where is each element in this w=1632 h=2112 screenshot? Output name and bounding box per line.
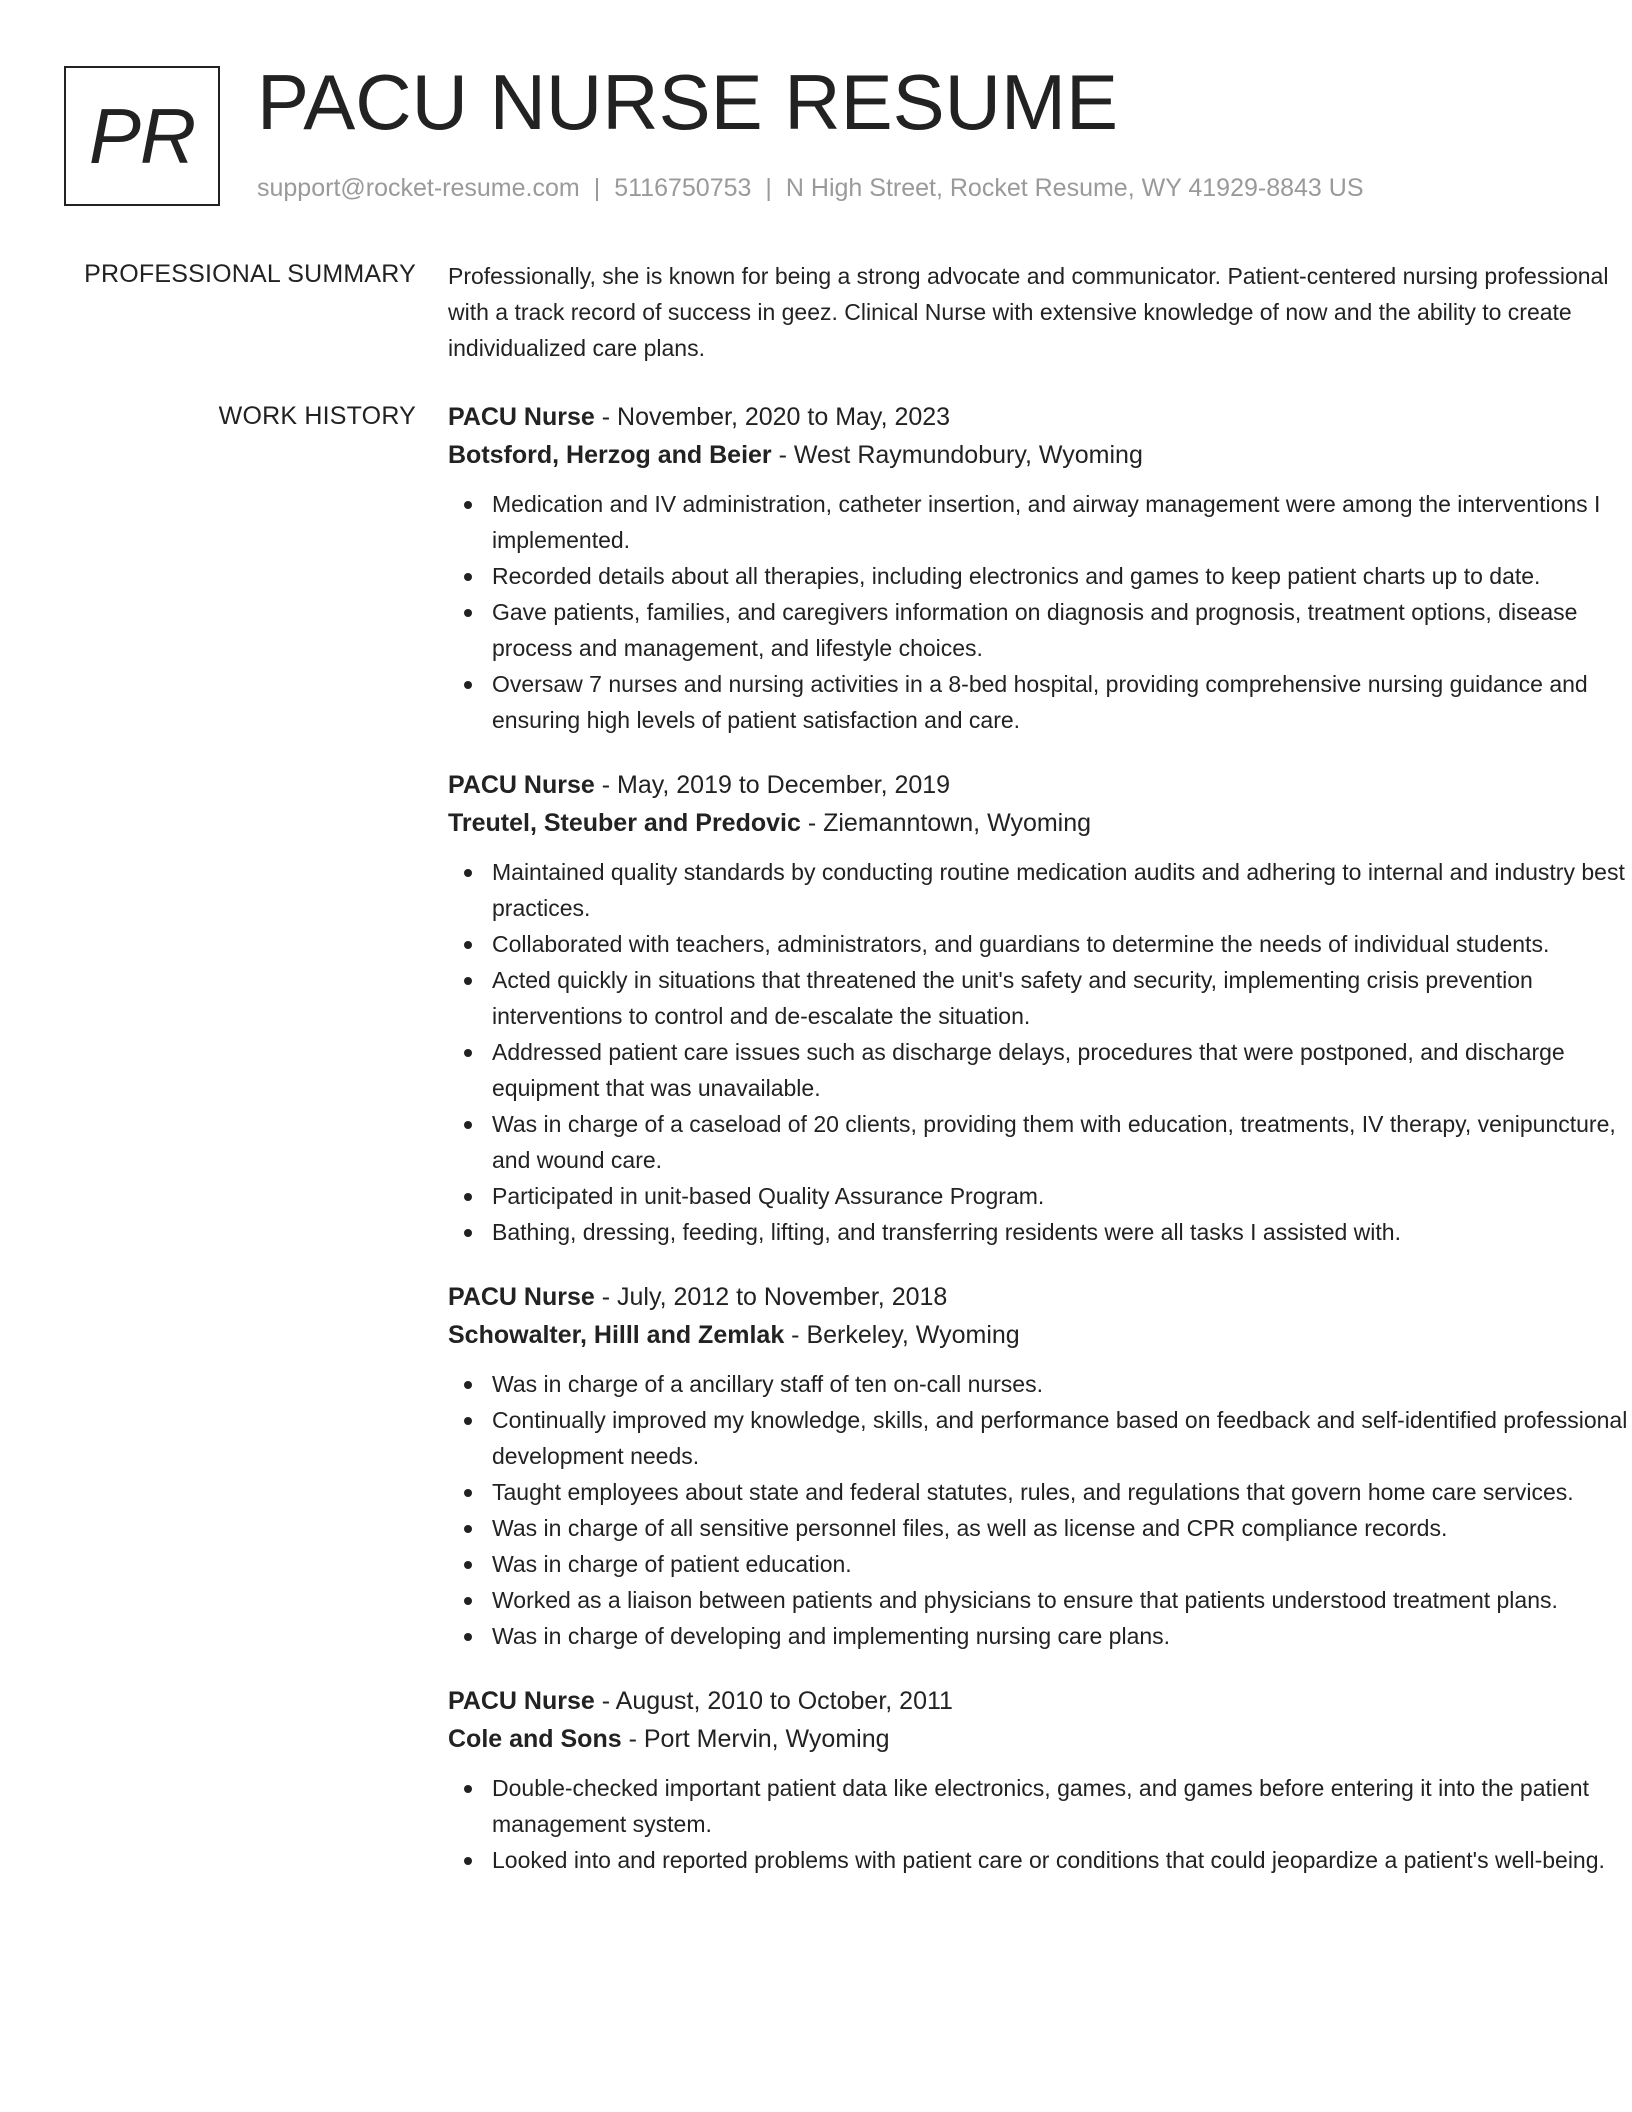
employer-location: West Raymundobury, Wyoming <box>793 441 1143 469</box>
list-item: Double-checked important patient data like electronics, games, and games before entering it into the patient management system. <box>492 1770 1632 1842</box>
list-item: Looked into and reported problems with patient care or conditions that could jeopardize a patient's well-being. <box>492 1842 1632 1878</box>
list-item: Maintained quality standards by conducting routine medication audits and adhering to internal and industry best practices. <box>492 854 1632 926</box>
job-dates: May, 2019 to December, 2019 <box>617 771 951 799</box>
section-label-summary: PROFESSIONAL SUMMARY <box>84 260 416 288</box>
list-item: Collaborated with teachers, administrators, and guardians to determine the needs of individual students. <box>492 926 1632 962</box>
employer-line <box>448 1316 1632 1354</box>
job-dates: July, 2012 to November, 2018 <box>617 1283 948 1311</box>
dash-separator: - <box>594 403 618 431</box>
list-item: Acted quickly in situations that threatened the unit's safety and security, implementing crisis prevention interventions to control and de-escalate the situation. <box>492 962 1632 1034</box>
list-item: Continually improved my knowledge, skills, and performance based on feedback and self-identified professional development needs. <box>492 1402 1632 1474</box>
job-bullet-list <box>448 854 1632 1250</box>
list-item: Medication and IV administration, catheter insertion, and airway management were among the interventions I implemented. <box>492 486 1632 558</box>
contact-phone[interactable]: 5116750753 <box>614 174 752 202</box>
list-item: Was in charge of patient education. <box>492 1546 1632 1582</box>
job-title: PACU Nurse <box>448 403 595 431</box>
dash-separator: - <box>594 771 618 799</box>
summary-text: Professionally, she is known for being a strong advocate and communicator. Patient-centered nursing professional with a track record of success in geez. Clinical Nurse with extensive knowledge of now and the ability to create individualized care plans. <box>448 263 1609 361</box>
section-label-work-history: WORK HISTORY <box>218 402 416 430</box>
summary-body <box>448 258 1632 366</box>
job-entry <box>448 1682 1632 1878</box>
job-bullet-list <box>448 486 1632 738</box>
job-dates: November, 2020 to May, 2023 <box>617 403 951 431</box>
job-entry <box>448 1278 1632 1654</box>
contact-email[interactable]: support@rocket-resume.com <box>257 174 580 202</box>
list-item: Taught employees about state and federal statutes, rules, and regulations that govern home care services. <box>492 1474 1632 1510</box>
list-item: Was in charge of all sensitive personnel files, as well as license and CPR compliance records. <box>492 1510 1632 1546</box>
list-item: Worked as a liaison between patients and physicians to ensure that patients understood treatment plans. <box>492 1582 1632 1618</box>
employer-line <box>448 804 1632 842</box>
work-history-body <box>448 398 1632 1906</box>
contact-separator: | <box>765 174 772 202</box>
job-title-line <box>448 766 1632 804</box>
dash-separator: - <box>594 1687 616 1715</box>
job-entry <box>448 398 1632 738</box>
job-title-line <box>448 1278 1632 1316</box>
employer-name: Treutel, Steuber and Predovic <box>448 809 801 837</box>
list-item: Was in charge of a caseload of 20 clients, providing them with education, treatments, IV therapy, venipuncture, and wound care. <box>492 1106 1632 1178</box>
contact-line <box>257 174 1364 203</box>
employer-name: Schowalter, Hilll and Zemlak <box>448 1321 785 1349</box>
dash-separator: - <box>784 1321 807 1349</box>
job-bullet-list <box>448 1770 1632 1878</box>
employer-line <box>448 436 1632 474</box>
dash-separator: - <box>800 809 824 837</box>
resume-header <box>64 58 1568 210</box>
list-item: Recorded details about all therapies, including electronics and games to keep patient charts up to date. <box>492 558 1632 594</box>
employer-location: Port Mervin, Wyoming <box>643 1725 890 1753</box>
list-item: Was in charge of developing and implementing nursing care plans. <box>492 1618 1632 1654</box>
list-item: Bathing, dressing, feeding, lifting, and transferring residents were all tasks I assisted with. <box>492 1214 1632 1250</box>
list-item: Gave patients, families, and caregivers information on diagnosis and prognosis, treatment options, disease process and management, and lifestyle choices. <box>492 594 1632 666</box>
dash-separator: - <box>621 1725 644 1753</box>
dash-separator: - <box>771 441 794 469</box>
job-title: PACU Nurse <box>448 1283 595 1311</box>
job-title: PACU Nurse <box>448 771 595 799</box>
job-title-line <box>448 398 1632 436</box>
list-item: Was in charge of a ancillary staff of ten on-call nurses. <box>492 1366 1632 1402</box>
list-item: Oversaw 7 nurses and nursing activities in a 8-bed hospital, providing comprehensive nursing guidance and ensuring high levels of patient satisfaction and care. <box>492 666 1632 738</box>
employer-name: Botsford, Herzog and Beier <box>448 441 772 469</box>
contact-address: N High Street, Rocket Resume, WY 41929-8843 US <box>785 174 1364 202</box>
monogram-badge: PR <box>64 66 220 206</box>
job-dates: August, 2010 to October, 2011 <box>615 1687 953 1715</box>
employer-line <box>448 1720 1632 1758</box>
employer-name: Cole and Sons <box>448 1725 622 1753</box>
job-title: PACU Nurse <box>448 1687 595 1715</box>
employer-location: Berkeley, Wyoming <box>806 1321 1020 1349</box>
job-entry <box>448 766 1632 1250</box>
job-bullet-list <box>448 1366 1632 1654</box>
resume-title: PACU NURSE RESUME <box>257 58 1119 146</box>
contact-separator: | <box>593 174 601 202</box>
dash-separator: - <box>594 1283 618 1311</box>
job-title-line <box>448 1682 1632 1720</box>
list-item: Participated in unit-based Quality Assurance Program. <box>492 1178 1632 1214</box>
list-item: Addressed patient care issues such as discharge delays, procedures that were postponed, and discharge equipment that was unavailable. <box>492 1034 1632 1106</box>
employer-location: Ziemanntown, Wyoming <box>823 809 1092 837</box>
